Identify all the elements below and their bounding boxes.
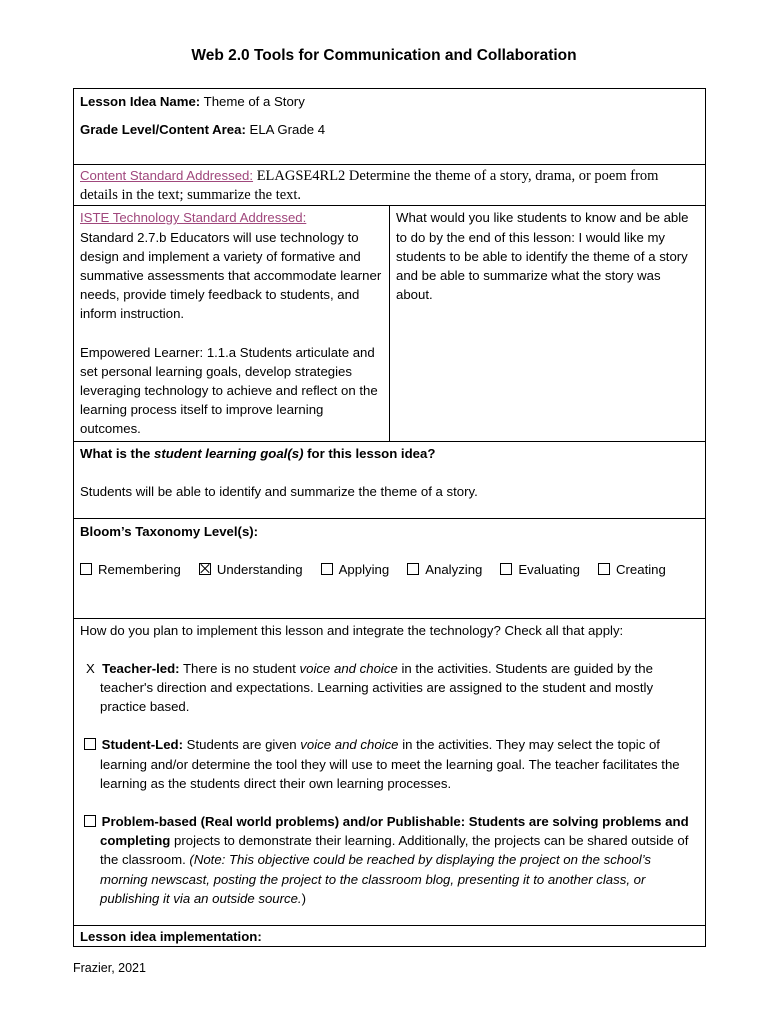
bloom-option-applying[interactable]: [321, 560, 390, 579]
bloom-option-label: Creating: [615, 561, 666, 577]
teacher-led-mark: X: [86, 660, 95, 676]
footer-attribution: Frazier, 2021: [73, 961, 146, 975]
bloom-option-label: Remembering: [98, 561, 181, 577]
learning-goal-answer: Students will be able to identify and summarize the theme of a story.: [80, 483, 478, 499]
content-standard-row: [74, 165, 706, 206]
bloom-option-remembering[interactable]: [80, 560, 181, 579]
bloom-option-label: Analyzing: [425, 561, 483, 577]
bloom-checkbox[interactable]: [407, 563, 419, 575]
content-standard-label: Content Standard Addressed:: [80, 168, 254, 183]
problem-based-checkbox[interactable]: [84, 815, 96, 827]
bloom-levels: [80, 560, 699, 579]
bloom-option-analyzing[interactable]: [407, 560, 482, 579]
implementation-plan-row: [74, 618, 706, 925]
page-title: Web 2.0 Tools for Communication and Collaboration: [191, 47, 577, 64]
empowered-learner-text: Empowered Learner: 1.1.a Students articulate and set personal learning goals, develop strategies leveraging technology to achieve and reflect on the learning process itself to improve learning outcomes.: [80, 344, 378, 437]
bloom-checkbox[interactable]: [199, 563, 211, 575]
lesson-implementation-row: [74, 925, 706, 946]
lesson-plan-form: [73, 88, 706, 947]
bloom-label: Bloom’s Taxonomy Level(s):: [80, 523, 259, 539]
grade-value: ELA Grade 4: [249, 122, 326, 138]
bloom-option-label: Evaluating: [518, 561, 580, 577]
know-do-text: What would you like students to know and be able to do by the end of this lesson: I would like my students to be able to identify the theme of a story and be able to summarize what the story was about.: [396, 210, 689, 303]
student-led-checkbox[interactable]: [84, 738, 96, 750]
bloom-option-label: Applying: [338, 561, 390, 577]
bloom-row: [74, 518, 706, 618]
grade-label: Grade Level/Content Area:: [80, 122, 246, 138]
lesson-implementation-label: Lesson idea implementation:: [80, 928, 262, 944]
bloom-checkbox[interactable]: [598, 563, 610, 575]
bloom-option-label: Understanding: [216, 561, 303, 577]
bloom-option-evaluating[interactable]: [500, 560, 580, 579]
teacher-led-option: X Teacher-led: There is no student voice and choice in the activities. Students are guided by the teacher's direction and expectations. Learning activities are assigned to the student and mostly practice based.: [86, 660, 654, 715]
problem-based-option: Problem-based (Real world problems) and/or Publishable: Students are solving problems and completing projects to demonstrate their learning. Additionally, the projects can be shared outside of the classroom. (Note: This objective could be reached by displaying the project on the school’s morning newscast, posting the project to the classroom blog, presenting it to another class, or publishing it via an outside source.): [80, 812, 699, 908]
bloom-checkbox[interactable]: [321, 563, 333, 575]
learning-goal-row: [74, 441, 706, 518]
bloom-checkbox[interactable]: [80, 563, 92, 575]
bloom-option-creating[interactable]: [598, 560, 666, 579]
bloom-option-understanding[interactable]: [199, 560, 303, 579]
lesson-info-row: [74, 89, 706, 165]
lesson-name-value: Theme of a Story: [203, 94, 305, 109]
student-led-option: Student-Led: Students are given voice and choice in the activities. They may select the topic of learning and/or determine the tool they will use to meet the learning goal. The teacher facilitates the learning as the students direct their own learning processes.: [80, 735, 699, 793]
implement-question: How do you plan to implement this lesson and integrate the technology? Check all that apply:: [80, 622, 624, 638]
standards-row: [74, 206, 706, 441]
bloom-checkbox[interactable]: [500, 563, 512, 575]
iste-standard-text: Standard 2.7.b Educators will use technology to design and implement a variety of formative and summative assessments that accommodate learner needs, provide timely feedback to students, and inform instruction.: [80, 229, 382, 322]
learning-goal-question: What is the student learning goal(s) for this lesson idea?: [80, 445, 436, 461]
iste-label: ISTE Technology Standard Addressed:: [80, 210, 307, 226]
content-standard-text: ELAGSE4RL2 Determine the theme of a story, drama, or poem from details in the text; summarize the text.: [80, 168, 659, 204]
lesson-name-label: Lesson Idea Name:: [80, 94, 201, 109]
